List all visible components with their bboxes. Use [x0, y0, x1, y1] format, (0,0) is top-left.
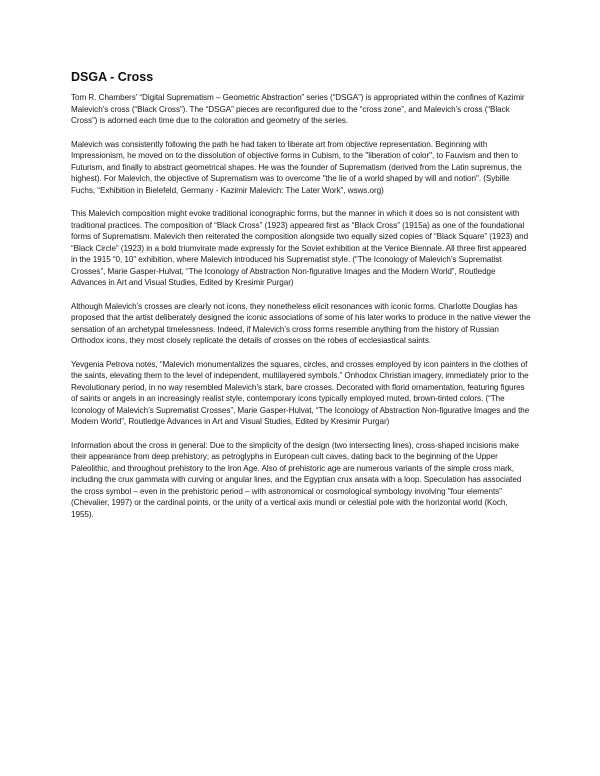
paragraph-malevich-path: Malevich was consistently following the path he had taken to liberate art from objective representation. Beginning with Impressionism, he moved on to the dissolution of objective forms in Cubism, to the "liberation of color", to Fauvism and then to Futurism, and finally to abstract geometrical shapes. He was the founder of Suprematism (derived from the Latin supremus, the highest). For Malevich, the objective of Suprematism was to overcome "the lie of a world shaped by will and notion". (Sybille Fuchs, “Exhibition in Bielefeld, Germany - Kazimir Malevich: The Later Work”, wsws.org): [71, 139, 522, 195]
paragraph-iconic-forms: Although Malevich’s crosses are clearly not icons, they nonetheless elicit resonances with iconic forms. Charlotte Douglas has proposed that the artist deliberately designed the iconic associations of some of his later works to produce in the native viewer the sensation of an archetypal timelessness. Indeed, if Malevich’s cross forms resemble anything from the history of Russian Orthodox icons, they most closely replicate the details of crosses on the robes of ecclesiastical saints.: [71, 301, 531, 345]
paragraph-cross-general: Information about the cross in general: Due to the simplicity of the design (two intersecting lines), cross-shaped incisions make their appearance from deep prehistory; as petroglyphs in European cult caves, dating back to the beginning of the Upper Paleolithic, and throughout prehistory to the Iron Age. Also of prehistoric age are numerous variants of the simple cross mark, including the crux gammata with curving or angular lines, and the Egyptian crux ansata with a loop. Speculation has associated the cross symbol – even in the prehistoric period – with astronomical or cosmological symbology involving "four elements" (Chevalier, 1997) or the cardinal points, or the unity of a vertical axis mundi or celestial pole with the horizontal world (Koch, 1955).: [71, 440, 522, 519]
document-page: [71, 70, 531, 532]
document-title: DSGA - Cross: [71, 70, 154, 84]
paragraph-composition: This Malevich composition might evoke traditional iconographic forms, but the manner in which it does so is not consistent with traditional practices. The composition of “Black Cross” (1923) appeared first as “Black Cross” (1915a) as one of the foundational forms of Suprematism. Malevich then reiterated the composition alongside two equally sized copies of “Black Square” (1923) and “Black Circle” (1923) in a bold triumvirate made expressly for the Soviet exhibition at the Venice Biennale. All three first appeared in the 1915 “0, 10” exhibition, where Malevich introduced his Suprematist style. (“The Iconology of Malevich’s Suprematist Crosses”, Marie Gasper-Hulvat, “The Iconology of Abstraction Non-figurative Images and the Modern World”, Routledge Advances in Art and Visual Studies, Edited by Kresimir Purgar): [71, 209, 529, 287]
paragraph-petrova: Yevgenia Petrova notes, “Malevich monumentalizes the squares, circles, and crosses employed by icon painters in the clothes of the saints, elevating them to the level of independent, multilayered symbols.” Onhodox Christian imagery, immediately prior to the Revolutionary period, in no way resembled Malevich’s stark, bare crosses. Decorated with florid ornamentation, featuring figures of saints or angels in an increasingly realist style, contemporary icons typically employed muted, brown-tinted colors. (“The Iconology of Malevich’s Suprematist Crosses”, Marie Gasper-Hulvat, “The Iconology of Abstraction Non-figurative Images and the Modern World”, Routledge Advances in Art and Visual Studies, Edited by Kresimir Purgar): [71, 359, 530, 426]
paragraph-intro: Tom R. Chambers’ “Digital Suprematism – Geometric Abstraction” series (“DSGA”) is appropriated within the confines of Kazimir Malevich’s cross (“Black Cross”). The “DSGA” pieces are reconfigured due to the “cross zone”, and Malevich’s cross (“Black Cross”) is adorned each time due to the coloration and geometry of the series.: [71, 93, 525, 125]
